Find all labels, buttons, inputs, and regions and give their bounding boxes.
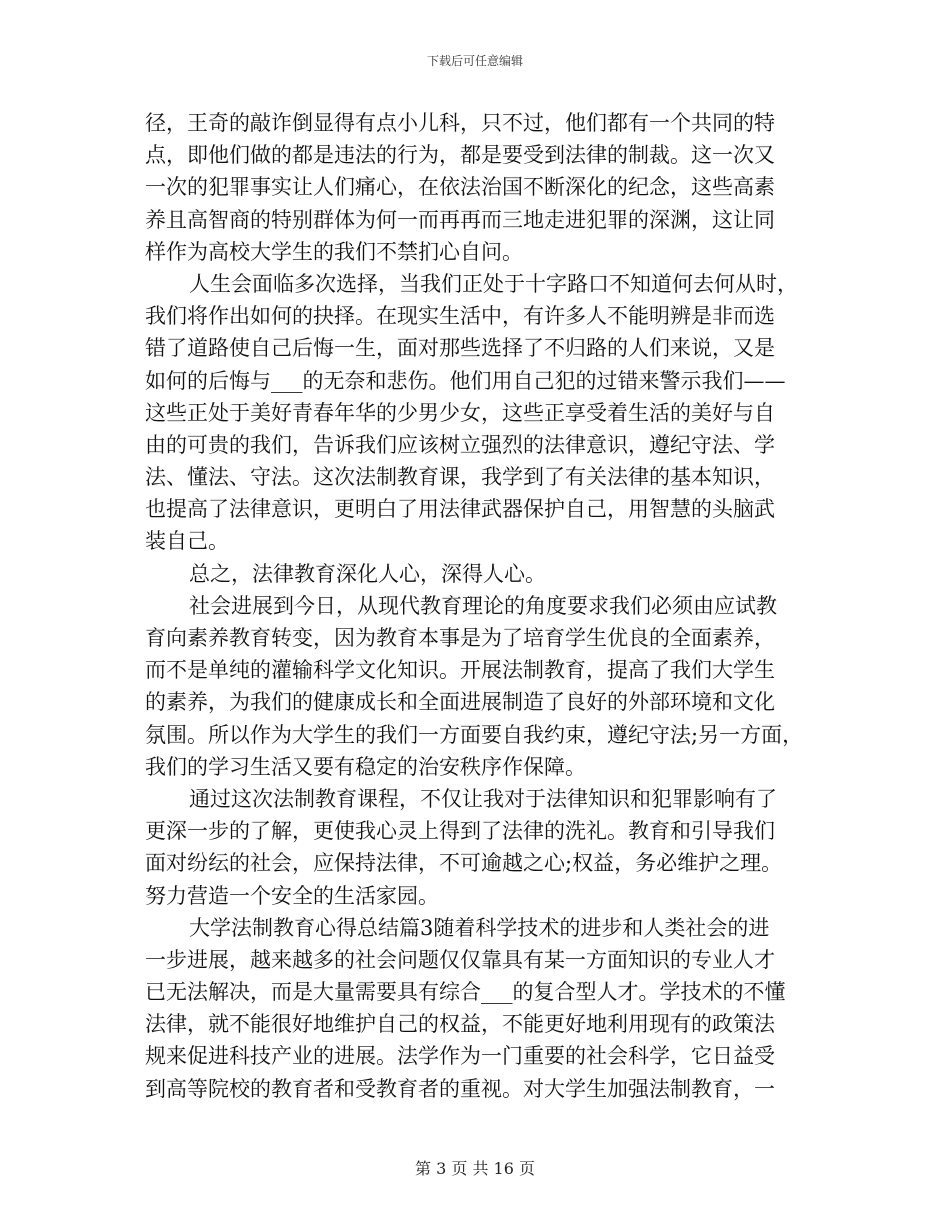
text-line: 更深一步的了解，更使我心灵上得到了法律的洗礼。教育和引导我们 — [145, 819, 775, 844]
page-header: 下载后可任意编辑 — [426, 54, 523, 68]
text-line: 这些正处于美好青春年华的少男少女，这些正享受着生活的美好与自 — [145, 400, 775, 425]
text-line: 径，王奇的敲诈倒显得有点小儿科，只不过，他们都有一个共同的特 — [145, 111, 775, 135]
text-line: 一次的犯罪事实让人们痛心，在依法治国不断深化的纪念，这些高素 — [145, 175, 775, 200]
paragraph-start-line: 社会进展到今日，从现代教育理论的角度要求我们必须由应试教 — [189, 593, 777, 618]
text-line: 的素养，为我们的健康成长和全面进展制造了良好的外部环境和文化 — [145, 690, 775, 715]
text-line: 氛围。所以作为大学生的我们一方面要自我约束，遵纪守法;另一方面， — [145, 722, 804, 747]
text-line: 点，即他们做的都是违法的行为，都是要受到法律的制裁。这一次又 — [145, 143, 775, 168]
document-body — [145, 107, 805, 1105]
text-line: 法、懂法、守法。这次法制教育课，我学到了有关法律的基本知识， — [145, 465, 775, 490]
text-line: 努力营造一个安全的生活家园。 — [145, 883, 439, 908]
text-line: 也提高了法律意识，更明白了用法律武器保护自己，用智慧的头脑武 — [145, 497, 775, 522]
paragraph-start-line: 大学法制教育心得总结篇3随着科学技术的进步和人类社会的进 — [189, 915, 770, 940]
text-line: 养且高智商的特别群体为何一而再再而三地走进犯罪的深渊，这让同 — [145, 207, 775, 232]
paragraph-start-line: 总之，法律教育深化人心，深得人心。 — [189, 561, 546, 586]
text-line: 如何的后悔与___的无奈和悲伤。他们用自己犯的过错来警示我们—— — [145, 368, 786, 393]
text-line: 由的可贵的我们，告诉我们应该树立强烈的法律意识，遵纪守法、学 — [145, 432, 775, 457]
text-line: 错了道路使自己后悔一生，面对那些选择了不归路的人们来说，又是 — [145, 336, 775, 361]
text-line: 面对纷纭的社会，应保持法律，不可逾越之心;权益，务必维护之理。 — [145, 851, 783, 876]
paragraph-start-line: 人生会面临多次选择，当我们正处于十字路口不知道何去何从时， — [189, 271, 798, 296]
text-line: 规来促进科技产业的进展。法学作为一门重要的社会科学，它日益受 — [145, 1044, 775, 1069]
text-line: 我们的学习生活又要有稳定的治安秩序作保障。 — [145, 754, 586, 779]
text-line: 我们将作出如何的抉择。在现实生活中，有许多人不能明辨是非而选 — [145, 304, 775, 329]
paragraph-start-line: 通过这次法制教育课程，不仅让我对于法律知识和犯罪影响有了 — [189, 786, 777, 811]
text-line: 已无法解决，而是大量需要具有综合___的复合型人才。学技术的不懂 — [145, 980, 786, 1005]
text-line: 样作为高校大学生的我们不禁扪心自问。 — [145, 239, 523, 264]
text-line: 育向素养教育转变，因为教育本事是为了培育学生优良的全面素养， — [145, 626, 775, 650]
text-line: 法律，就不能很好地维护自己的权益，不能更好地利用现有的政策法 — [145, 1012, 775, 1037]
text-line: 一步进展，越来越多的社会问题仅仅靠具有某一方面知识的专业人才 — [145, 947, 775, 972]
text-line: 而不是单纯的灌输科学文化知识。开展法制教育，提高了我们大学生 — [145, 658, 775, 683]
text-line: 到高等院校的教育者和受教育者的重视。对大学生加强法制教育，一 — [145, 1076, 775, 1101]
page-number-footer: 第 3 页 共 16 页 — [415, 1159, 535, 1178]
text-line: 装自己。 — [145, 529, 229, 554]
